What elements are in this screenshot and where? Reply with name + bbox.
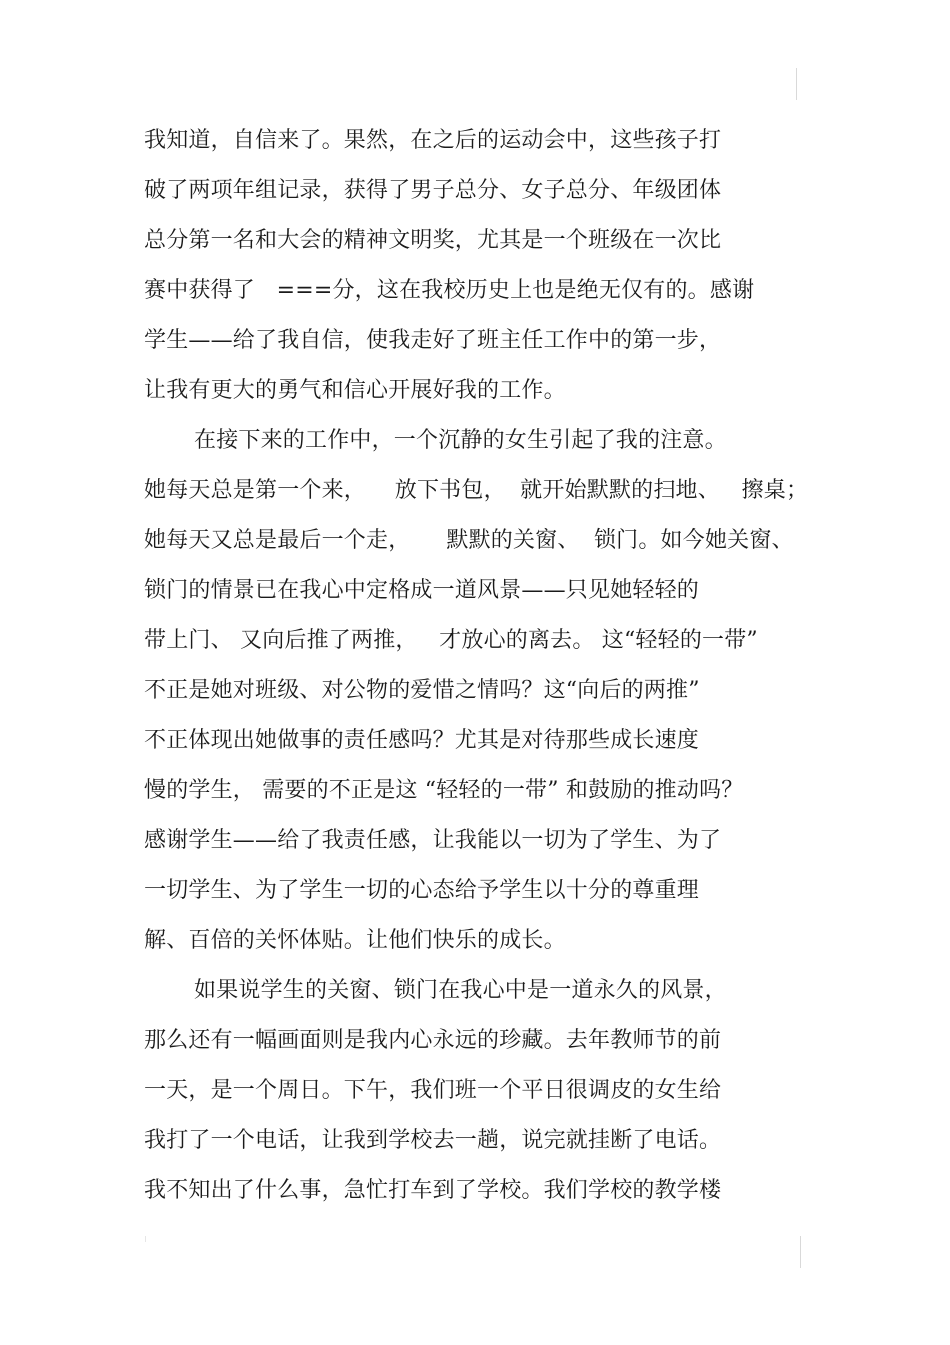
text-line: 学生——给了我自信，使我走好了班主任工作中的第一步，	[144, 328, 722, 353]
text-line: 我打了一个电话，让我到学校去一趟，说完就挂断了电话。	[144, 1128, 722, 1153]
text-line: 破了两项年组记录，获得了男子总分、女子总分、年级团体	[144, 178, 722, 203]
text-line: 总分第一名和大会的精神文明奖，尤其是一个班级在一次比	[144, 228, 722, 253]
text-line: 一天，是一个周日。下午，我们班一个平日很调皮的女生给	[144, 1078, 722, 1103]
text-line: 带上门、 又向后推了两推， 才放心的离去。 这“轻轻的一带”	[144, 628, 758, 653]
text-line: 赛中获得了 ===分，这在我校历史上也是绝无仅有的。感谢	[144, 278, 755, 303]
text-line: 我不知出了什么事，急忙打车到了学校。我们学校的教学楼	[144, 1178, 722, 1203]
text-line: 那么还有一幅画面则是我内心永远的珍藏。去年教师节的前	[144, 1028, 722, 1053]
text-line: 锁门的情景已在我心中定格成一道风景——只见她轻轻的	[144, 578, 700, 603]
text-line: 我知道，自信来了。果然，在之后的运动会中，这些孩子打	[144, 128, 722, 153]
text-line: 让我有更大的勇气和信心开展好我的工作。	[144, 378, 566, 403]
text-line: 不正体现出她做事的责任感吗？尤其是对待那些成长速度	[144, 728, 700, 753]
crop-mark	[800, 1236, 801, 1268]
text-line: 一切学生、为了学生一切的心态给予学生以十分的尊重理	[144, 878, 700, 903]
text-line: 她每天总是第一个来， 放下书包， 就开始默默的扫地、 擦桌；	[144, 478, 809, 503]
crop-mark	[796, 68, 797, 100]
crop-mark	[145, 1236, 146, 1242]
paragraph-start-line: 在接下来的工作中，一个沉静的女生引起了我的注意。	[194, 428, 727, 453]
paragraph-start-line: 如果说学生的关窗、锁门在我心中是一道永久的风景，	[194, 978, 727, 1003]
text-line: 解、百倍的关怀体贴。让他们快乐的成长。	[144, 928, 566, 953]
text-line: 慢的学生， 需要的不正是这 “轻轻的一带” 和鼓励的推动吗？	[144, 778, 744, 803]
text-line: 她每天又总是最后一个走， 默默的关窗、 锁门。如今她关窗、	[144, 528, 794, 553]
text-line: 感谢学生——给了我责任感，让我能以一切为了学生、为了	[144, 828, 722, 853]
text-line: 不正是她对班级、对公物的爱惜之情吗？这“向后的两推”	[144, 678, 700, 703]
